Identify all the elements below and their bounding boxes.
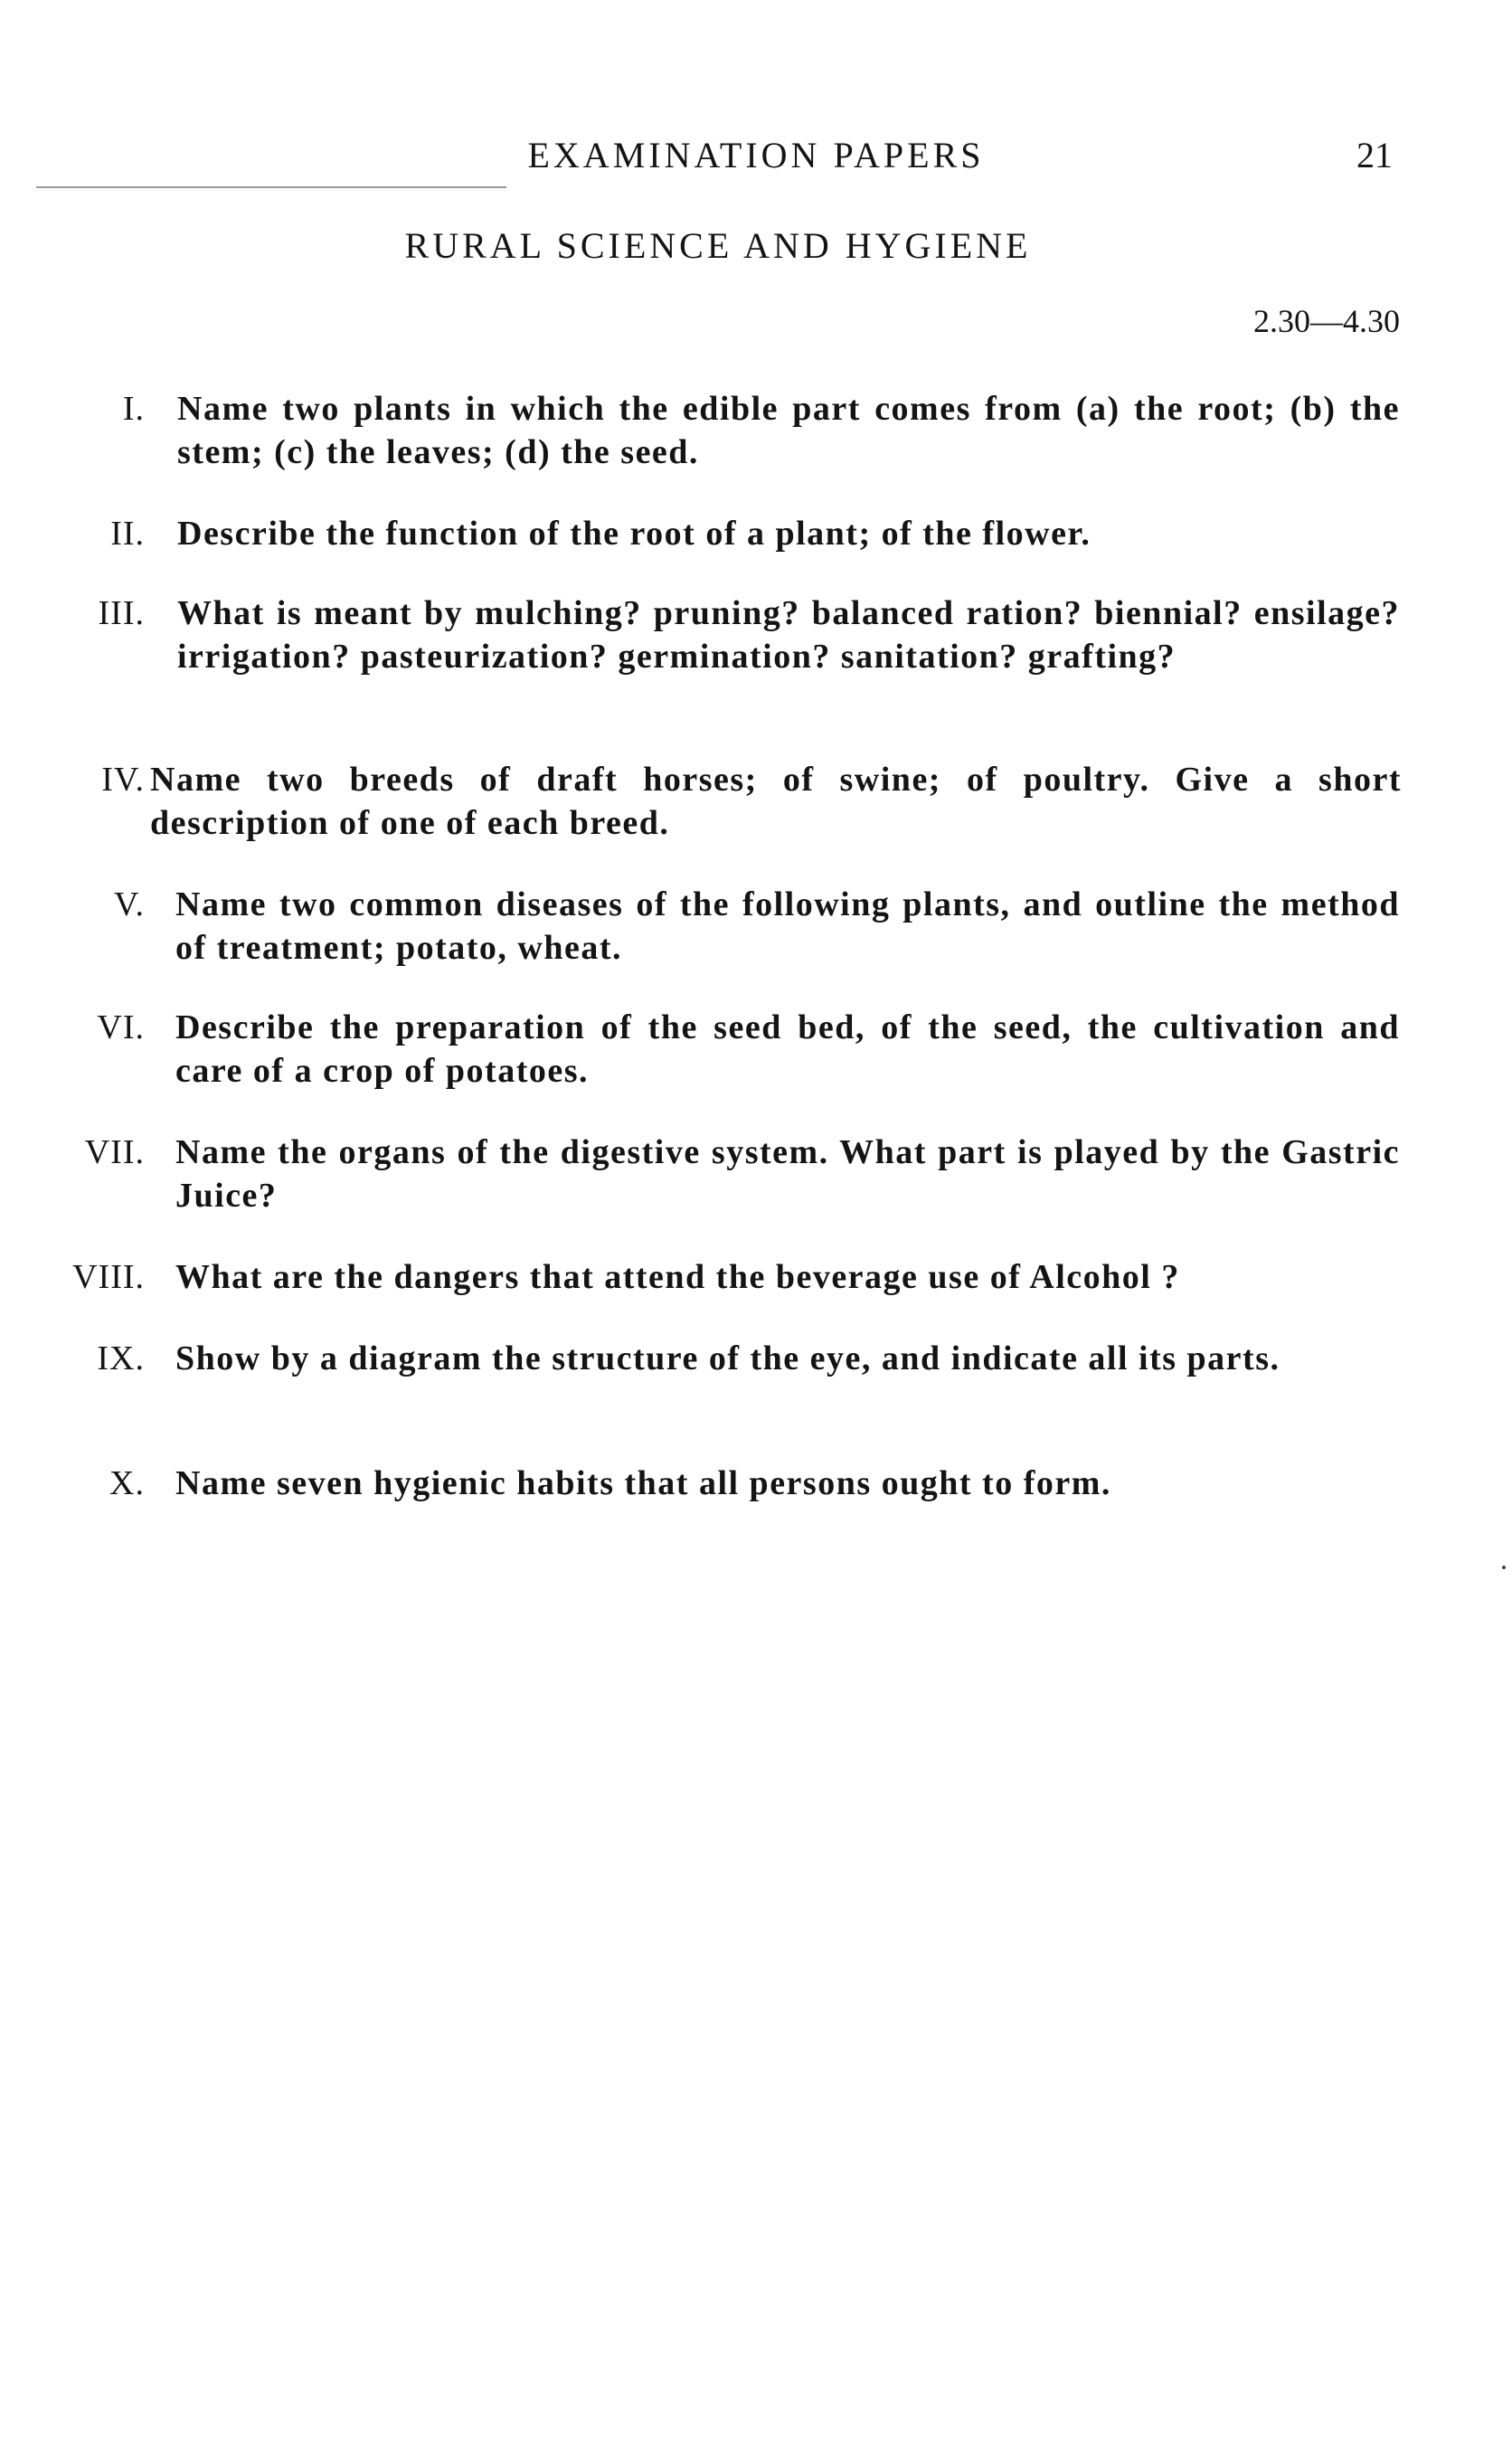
question-text: Name two breeds of draft horses; of swine; of poultry. Give a short description of one of each breed.	[150, 761, 1402, 842]
question-7	[0, 1131, 1400, 1217]
scan-speck	[1502, 1566, 1506, 1569]
question-3	[0, 592, 1400, 678]
question-4	[0, 758, 1402, 845]
section-title: RURAL SCIENCE AND HYGIENE	[404, 225, 1032, 266]
question-text: Name the organs of the digestive system. What part is played by the Gastric Juice?	[175, 1133, 1400, 1215]
question-text: Name two plants in which the edible part comes from (a) the root; (b) the stem; (c) the leaves; (d) the seed.	[177, 390, 1400, 471]
question-text: Name seven hygienic habits that all persons ought to form.	[175, 1464, 1111, 1502]
question-8	[0, 1255, 1356, 1299]
question-number: V.	[113, 885, 145, 923]
question-number: X.	[109, 1464, 145, 1502]
header-rule	[36, 186, 506, 188]
page-number: 21	[1356, 135, 1393, 175]
question-number: IV.	[101, 761, 145, 799]
running-title: EXAMINATION PAPERS	[527, 135, 985, 175]
question-text: What are the dangers that attend the beverage use of Alcohol ?	[175, 1258, 1180, 1296]
question-5	[0, 883, 1400, 970]
question-number: VII.	[84, 1133, 145, 1171]
question-9	[0, 1337, 1356, 1380]
question-text: What is meant by mulching? pruning? balanced ration? biennial? ensilage? irrigation? pasteurization? germination? sanitation? grafting?	[177, 594, 1400, 676]
question-text: Describe the function of the root of a plant; of the flower.	[177, 515, 1091, 553]
question-1	[0, 387, 1400, 474]
question-text: Describe the preparation of the seed bed, of the seed, the cultivation and care of a crop of potatoes.	[175, 1008, 1400, 1090]
question-number: VIII.	[72, 1258, 145, 1296]
exam-time: 2.30—4.30	[1253, 303, 1400, 339]
question-text: Show by a diagram the structure of the eye, and indicate all its parts.	[175, 1339, 1280, 1377]
question-number: IX.	[97, 1339, 145, 1377]
question-number: VI.	[97, 1008, 145, 1046]
question-2	[0, 512, 1356, 555]
question-10	[0, 1462, 1356, 1505]
question-6	[0, 1006, 1400, 1093]
question-number: I.	[122, 390, 145, 428]
question-number: II.	[110, 515, 145, 553]
question-text: Name two common diseases of the following plants, and outline the method of treatment; potato, wheat.	[175, 885, 1400, 967]
question-number: III.	[98, 594, 145, 632]
